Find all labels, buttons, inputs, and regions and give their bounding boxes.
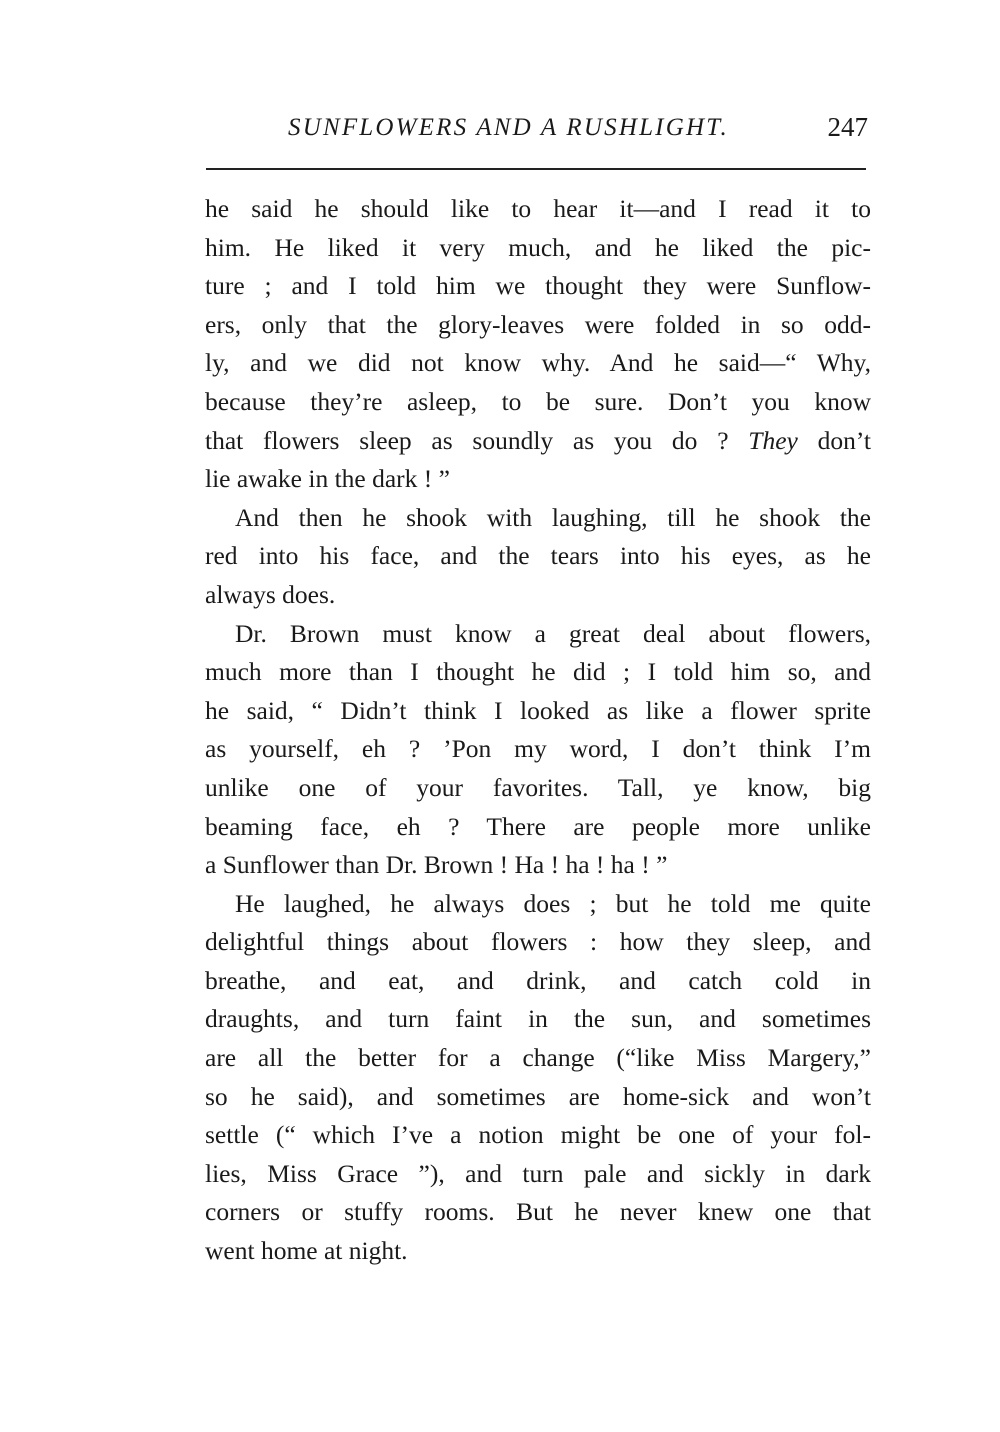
text-line: him. He liked it very much, and he liked the pic- bbox=[205, 232, 871, 262]
italic-emphasis: They bbox=[748, 425, 798, 455]
text-line: beaming face, eh ? There are people more unlike bbox=[205, 811, 871, 841]
text-line: He laughed, he always does ; but he told me quite bbox=[235, 888, 871, 918]
text-line: went home at night. bbox=[205, 1236, 408, 1266]
text-line: he said he should like to hear it—and I read it to bbox=[205, 194, 871, 223]
text-line: lies, Miss Grace ”), and turn pale and sickly in dark bbox=[205, 1158, 871, 1188]
text-line: ly, and we did not know why. And he said—“ Why, bbox=[205, 348, 871, 378]
text-line: unlike one of your favorites. Tall, ye know, big bbox=[205, 772, 871, 802]
text-line: much more than I thought he did ; I told him so, and bbox=[205, 657, 871, 687]
text-line: because they’re asleep, to be sure. Don’t you know bbox=[205, 386, 871, 416]
text-line: he said, “ Didn’t think I looked as like a flower sprite bbox=[205, 695, 871, 725]
paragraph-4 bbox=[205, 885, 871, 1271]
text-line: draughts, and turn faint in the sun, and sometimes bbox=[205, 1004, 871, 1034]
text-line: are all the better for a change (“like Miss Margery,” bbox=[205, 1043, 871, 1073]
running-head bbox=[206, 112, 870, 148]
text-line: always does. bbox=[205, 579, 336, 609]
text-segment: that flowers sleep as soundly as you do ? bbox=[205, 425, 749, 455]
text-line: a Sunflower than Dr. Brown ! Ha ! ha ! ha ! ” bbox=[205, 850, 668, 880]
text-line: delightful things about flowers : how they sleep, and bbox=[205, 927, 871, 957]
text-line: as yourself, eh ? ’Pon my word, I don’t think I’m bbox=[205, 734, 871, 764]
text-line: settle (“ which I’ve a notion might be one of your fol- bbox=[205, 1120, 871, 1150]
text-line: red into his face, and the tears into his eyes, as he bbox=[205, 541, 871, 571]
running-title: SUNFLOWERS AND A RUSHLIGHT. bbox=[288, 114, 729, 141]
text-line: breathe, and eat, and drink, and catch cold in bbox=[205, 965, 871, 995]
text-line: Dr. Brown must know a great deal about flowers, bbox=[235, 618, 871, 648]
text-line: corners or stuffy rooms. But he never knew one that bbox=[205, 1197, 871, 1227]
text-line: And then he shook with laughing, till he shook the bbox=[235, 502, 871, 532]
header-rule bbox=[206, 168, 866, 170]
text-line: ture ; and I told him we thought they were Sunflow- bbox=[205, 271, 871, 301]
paragraph-2 bbox=[205, 499, 871, 615]
text-segment: don’t bbox=[797, 425, 871, 455]
paragraph-3 bbox=[205, 615, 871, 885]
text-line-with-emphasis bbox=[205, 422, 871, 461]
body-text bbox=[205, 190, 871, 1271]
text-line: so he said), and sometimes are home-sick and won’t bbox=[205, 1081, 871, 1111]
text-line: lie awake in the dark ! ” bbox=[205, 464, 450, 494]
text-line: ers, only that the glory-leaves were folded in so odd- bbox=[205, 309, 871, 339]
paragraph-1 bbox=[205, 190, 871, 499]
page-number: 247 bbox=[827, 112, 868, 142]
